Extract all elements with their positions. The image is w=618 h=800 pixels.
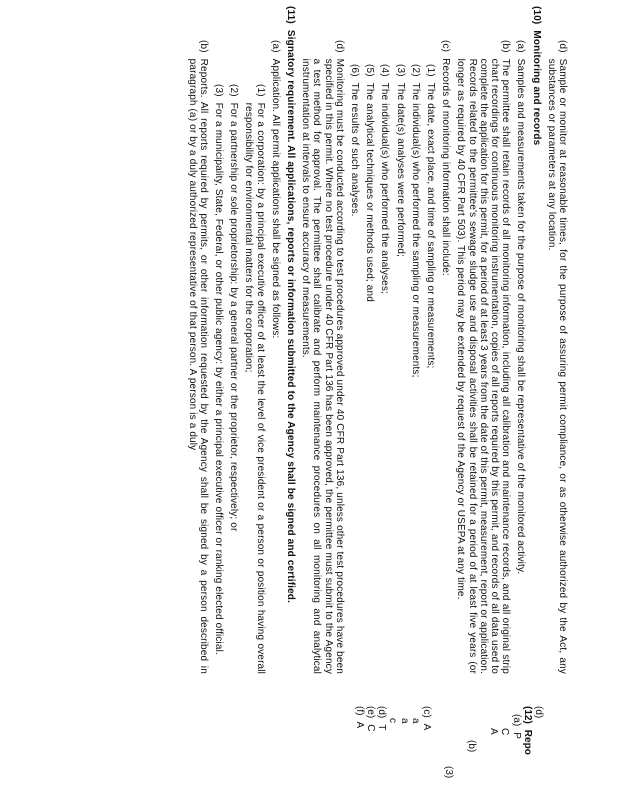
paragraph [228, 84, 239, 674]
paragraph-label: (4) [379, 64, 391, 77]
paragraph [394, 64, 405, 674]
fragment-line [421, 706, 432, 800]
paragraph [270, 40, 281, 674]
paragraph-text: The date, exact place, and time of sampling or measurements; [424, 82, 436, 369]
fragment-line [522, 706, 533, 800]
fragment-line [499, 706, 510, 800]
paragraph-text: The date(s) analyses were performed; [394, 82, 406, 258]
fragment-label: (f) [353, 706, 365, 716]
paragraph-text: Application. All permit applications shall be signed as follows: [269, 58, 281, 339]
paragraph-text: The results of such analyses. [348, 82, 360, 217]
paragraph-label: (b) [500, 40, 512, 53]
paragraph [349, 64, 360, 674]
paragraph-text: Monitoring and records [530, 30, 542, 146]
paragraph-text: Records of monitoring information shall include: [440, 58, 452, 276]
paragraph [364, 64, 375, 674]
paragraph-label: (11) [284, 6, 296, 24]
fragment-label: (3) [443, 766, 455, 779]
fragment-text: C [365, 724, 376, 732]
fragment-label: (d) [376, 706, 388, 719]
paragraph [285, 6, 296, 674]
paragraph-text: For a corporation: by a principal executive officer of at least the level of vice president or a person or position having overall responsibility for environmental matters for the corporation; [243, 102, 266, 674]
fragment-line [477, 706, 488, 800]
paragraph-text: Reports. All reports required by permits, or other information requested by the Agency shall be signed by a person described in paragraph (a) or by a duly authorized representative of that person. A person is a duly [186, 58, 209, 674]
paragraph [530, 6, 541, 674]
fragment-line [488, 706, 499, 800]
fragment-line [376, 706, 387, 800]
paragraph-text: Monitoring must be conducted according to test procedures approved under 40 CFR Part 136, unless other test procedures have been specified in this permit. Where no test procedure under 40 CFR Part 136 has been approved, the permittee must submit to the Agency a test method for approval. The permittee shall calibrate and perform maintenance procedures on all monitoring and analytical instrumentation at intervals to ensure accuracy of measurements. [300, 58, 345, 674]
fragment-line [466, 706, 477, 800]
paragraph-label: (1) [254, 84, 266, 97]
paragraph [243, 84, 265, 674]
fragment-text: A [488, 728, 500, 735]
paragraph [213, 84, 224, 674]
paragraph-text: Signatory requirement. All applications, reports or information submitted to the Agency shall be signed and certified. [284, 29, 296, 603]
fragment-label: (e) [365, 706, 376, 719]
paragraph-label: (a) [515, 40, 527, 53]
fragment-label: (a) [510, 714, 522, 727]
fragment-line [510, 706, 521, 800]
paragraph-label: (d) [333, 40, 345, 53]
paragraph [546, 40, 568, 674]
paragraph-text: Samples and measurements taken for the purpose of monitoring shall be representative of the monitored activity. [515, 58, 527, 575]
paragraph-text: For a municipality, State, Federal, or other public agency: by either a principal executive officer or ranking elected official. [212, 102, 224, 655]
paragraph-label: (c) [440, 40, 452, 53]
paragraph [186, 40, 208, 674]
paragraph [455, 40, 511, 674]
paragraph [300, 40, 345, 674]
fragment-text: a [398, 718, 410, 724]
right-column-cut-off [354, 706, 544, 800]
fragment-text: A [353, 721, 365, 729]
fragment-label: (12) [521, 706, 533, 724]
fragment-line [432, 706, 443, 800]
paragraph-text: Sample or monitor at reasonable times, for the purpose of assuring permit compliance, or as otherwise authorized by the Act, any substances or parameters at any location. [545, 58, 568, 674]
fragment-text: Repo [521, 729, 533, 755]
paragraph-label: (6) [348, 64, 360, 77]
paragraph [410, 64, 421, 674]
fragment-text: T [376, 724, 388, 731]
paragraph-text: For a partnership or sole proprietorship: by a general partner or the proprietor, respectively; or [228, 102, 240, 532]
paragraph-label: (3) [212, 84, 224, 97]
paragraph-label: (2) [409, 64, 421, 77]
paragraph-label: (10) [530, 6, 542, 25]
fragment-label: (b) [465, 740, 477, 753]
paragraph-label: (b) [197, 40, 209, 53]
paragraph [515, 40, 526, 674]
left-column [186, 6, 572, 674]
fragment-text: P [510, 732, 522, 739]
fragment-line [365, 706, 376, 800]
fragment-line [454, 706, 465, 800]
fragment-line [410, 706, 421, 800]
paragraph [440, 40, 451, 674]
fragment-label: (d) [533, 706, 544, 719]
paragraph-text: The individual(s) who performed the analyses; [379, 82, 391, 294]
paragraph-label: (a) [269, 40, 281, 53]
paragraph-label: (d) [557, 40, 568, 53]
paragraph-label: (2) [228, 84, 240, 97]
paragraph [425, 64, 436, 674]
paragraph-text: The permittee shall retain records of all monitoring information, including all calibration and maintenance records, and all original strip chart recordings for continuous monitoring instrumentation, copies of all reports required by this permit, and records of all data used to complete the application for this permit, for a period of at least 3 years from the date of this permit, measurement, report or application. Records related to the permittee's sewage sludge use and disposal activities shall be retained for a period of at least five years (or longer as required by 40 CFR Part 503). This period may be extended by request of the Agency or USEPA at any time. [455, 58, 512, 674]
fragment-line [398, 706, 409, 800]
paragraph-label: (3) [394, 64, 406, 77]
paragraph-text: The individual(s) who performed the sampling or measurements; [409, 82, 421, 378]
paragraph-text: The analytical techniques or methods used; and [364, 82, 376, 302]
fragment-text: a [409, 718, 421, 724]
fragment-text: C [499, 728, 511, 736]
fragment-line [354, 706, 365, 800]
fragment-line [443, 706, 454, 800]
paragraph-label: (5) [364, 64, 376, 77]
fragment-line [533, 706, 544, 800]
paragraph [379, 64, 390, 674]
fragment-line [387, 706, 398, 800]
fragment-text: A [421, 723, 433, 731]
fragment-text: c [387, 718, 399, 723]
paragraph-label: (1) [424, 64, 436, 77]
fragment-label: (c) [421, 706, 433, 718]
